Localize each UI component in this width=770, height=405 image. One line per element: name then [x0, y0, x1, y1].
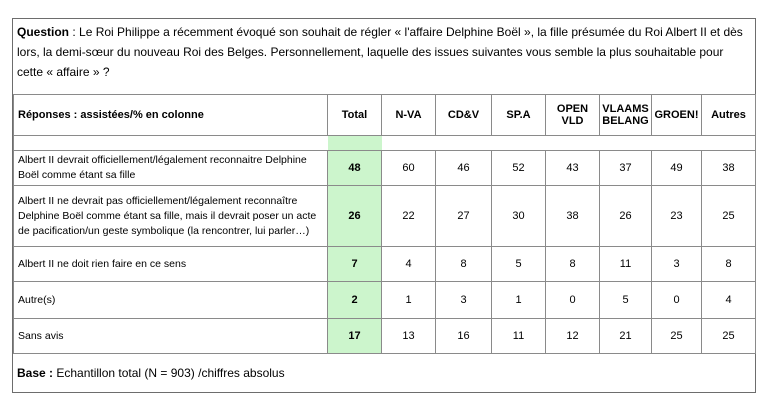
cell-spa: 1	[492, 282, 546, 319]
cell-autres: 25	[702, 186, 756, 247]
cell-autres: 38	[702, 151, 756, 186]
cell-autres: 8	[702, 247, 756, 282]
cell-vlaams-belang: 11	[600, 247, 652, 282]
table-row	[14, 247, 756, 282]
spacer-row	[14, 136, 756, 151]
cell-spa: 5	[492, 247, 546, 282]
question-body: : Le Roi Philippe a récemment évoqué son souhait de régler « l'affaire Delphine Boël », la fille présumée du Roi Albert II et dès lors, la demi-sœur du nouveau Roi des Belges. Personnellement, laquelle des issues suivantes vous semble la plus souhaitable pour cette « affaire » ?	[17, 25, 743, 79]
cell-open-vld: 8	[546, 247, 600, 282]
results-table	[13, 94, 756, 354]
table-row	[14, 319, 756, 354]
row-label: Albert II devrait officiellement/légalement reconnaitre Delphine Boël comme étant sa fille	[14, 151, 328, 186]
header-groen: GROEN!	[652, 95, 702, 136]
cell-open-vld: 12	[546, 319, 600, 354]
cell-nva: 13	[382, 319, 436, 354]
cell-total: 2	[328, 282, 382, 319]
cell-groen: 0	[652, 282, 702, 319]
cell-nva: 22	[382, 186, 436, 247]
cell-total: 17	[328, 319, 382, 354]
cell-autres: 4	[702, 282, 756, 319]
header-responses: Réponses : assistées/% en colonne	[14, 95, 328, 136]
header-spa: SP.A	[492, 95, 546, 136]
header-autres: Autres	[702, 95, 756, 136]
question-label: Question	[17, 25, 70, 39]
cell-total: 48	[328, 151, 382, 186]
cell-vlaams-belang: 37	[600, 151, 652, 186]
cell-groen: 3	[652, 247, 702, 282]
row-label: Albert II ne doit rien faire en ce sens	[14, 247, 328, 282]
cell-cdv: 3	[436, 282, 492, 319]
cell-vlaams-belang: 5	[600, 282, 652, 319]
cell-vlaams-belang: 26	[600, 186, 652, 247]
table-row	[14, 186, 756, 247]
cell-cdv: 46	[436, 151, 492, 186]
cell-cdv: 27	[436, 186, 492, 247]
cell-groen: 25	[652, 319, 702, 354]
base-note	[17, 366, 285, 380]
header-total: Total	[328, 95, 382, 136]
table-row	[14, 282, 756, 319]
question-text	[17, 22, 749, 82]
cell-cdv: 8	[436, 247, 492, 282]
row-label: Albert II ne devrait pas officiellement/légalement reconnaître Delphine Boël comme étant sa fille, mais il devrait poser un acte de pacification/un geste symbolique (la rencontrer, lui parler…)	[14, 186, 328, 247]
cell-nva: 4	[382, 247, 436, 282]
survey-frame	[12, 18, 756, 393]
cell-spa: 11	[492, 319, 546, 354]
header-nva: N-VA	[382, 95, 436, 136]
table-row	[14, 151, 756, 186]
cell-groen: 49	[652, 151, 702, 186]
cell-open-vld: 43	[546, 151, 600, 186]
header-cdv: CD&V	[436, 95, 492, 136]
cell-groen: 23	[652, 186, 702, 247]
header-vlaams-belang: VLAAMS BELANG	[600, 95, 652, 136]
base-label: Base :	[17, 366, 54, 380]
cell-nva: 60	[382, 151, 436, 186]
cell-open-vld: 38	[546, 186, 600, 247]
row-label: Sans avis	[14, 319, 328, 354]
cell-autres: 25	[702, 319, 756, 354]
cell-nva: 1	[382, 282, 436, 319]
header-open-vld: OPEN VLD	[546, 95, 600, 136]
cell-total: 7	[328, 247, 382, 282]
cell-spa: 30	[492, 186, 546, 247]
base-text: Echantillon total (N = 903) /chiffres absolus	[53, 366, 285, 380]
header-row	[14, 95, 756, 136]
row-label: Autre(s)	[14, 282, 328, 319]
cell-total: 26	[328, 186, 382, 247]
cell-cdv: 16	[436, 319, 492, 354]
cell-vlaams-belang: 21	[600, 319, 652, 354]
cell-open-vld: 0	[546, 282, 600, 319]
cell-spa: 52	[492, 151, 546, 186]
